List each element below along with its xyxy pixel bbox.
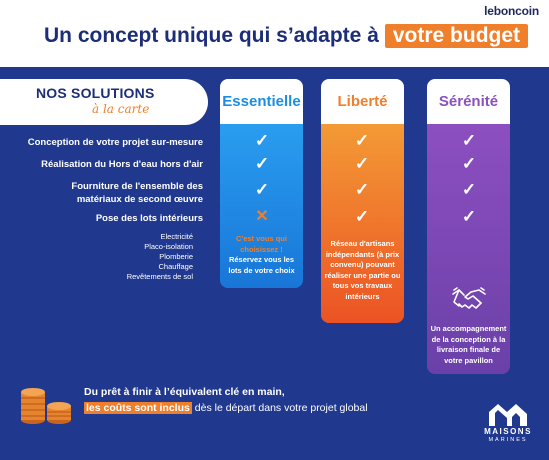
column-serenite [427,79,510,374]
check-icon: ✓ [461,131,477,150]
footer-highlight: les coûts sont inclus [86,402,190,414]
solutions-title: NOS SOLUTIONS [36,85,155,101]
headline-highlight: votre budget [385,24,528,48]
check-icon: ✓ [254,180,270,199]
sub-item: Revêtements de sol [126,272,193,281]
sub-item: Chauffage [158,262,193,271]
column-note-highlight: C'est vous qui choisissez ! [236,234,287,254]
column-body [427,124,510,374]
row-label-conception: Conception de votre projet sur-mesure [27,137,203,148]
column-essentielle [220,79,303,288]
check-icon: ✓ [354,154,370,173]
column-liberte [321,79,404,323]
coins-icon [19,378,75,426]
solutions-tag [0,79,208,125]
column-body [220,124,303,288]
header-banner [0,0,549,67]
logo-name: MAISONS [484,427,532,436]
footer-line-2 [84,402,368,414]
column-body [321,124,404,323]
sub-items-list [73,232,193,282]
column-note-text: Un accompagnement de la conception à la livraison finale de votre pavillon [430,324,507,365]
brand-logo: leboncoin [484,4,539,18]
headline-text: Un concept unique qui s’adapte à [44,24,379,47]
column-title: Essentielle [220,79,303,124]
logo-sub: MARINES [488,437,528,443]
column-note-text: Réservez vous les lots de votre choix [228,255,295,275]
check-icon: ✓ [354,180,370,199]
check-icon: ✓ [254,154,270,173]
row-label-hors-eau: Réalisation du Hors d'eau hors d'air [41,159,203,170]
check-icon: ✓ [354,207,370,226]
sub-item: Electricité [160,232,193,241]
house-logo-icon [486,400,530,426]
handshake-icon [451,286,487,314]
check-icon: ✓ [461,207,477,226]
cross-icon: ✕ [255,208,269,225]
row-label-fourniture: Fourniture de l'ensemble des matériaux de second œuvre [71,181,203,205]
check-icon: ✓ [254,131,270,150]
footer-line-1: Du prêt à finir à l’équivalent clé en main, [84,386,285,398]
footer-line-2-rest: dès le départ dans votre projet global [191,402,368,414]
headline [44,24,528,48]
sub-item: Plomberie [159,252,193,261]
column-note [220,234,303,276]
column-note-text: Réseau d'artisans indépendants (à prix convenu) pouvant réaliser une partie ou tous vos travaux intérieurs [324,239,401,301]
column-title: Sérénité [427,79,510,124]
sub-item: Placo-isolation [144,242,193,251]
check-icon: ✓ [461,154,477,173]
row-label-pose: Pose des lots intérieurs [95,213,203,224]
column-title: Liberté [321,79,404,124]
check-icon: ✓ [354,131,370,150]
solutions-subtitle: à la carte [92,102,150,116]
check-icon: ✓ [461,180,477,199]
